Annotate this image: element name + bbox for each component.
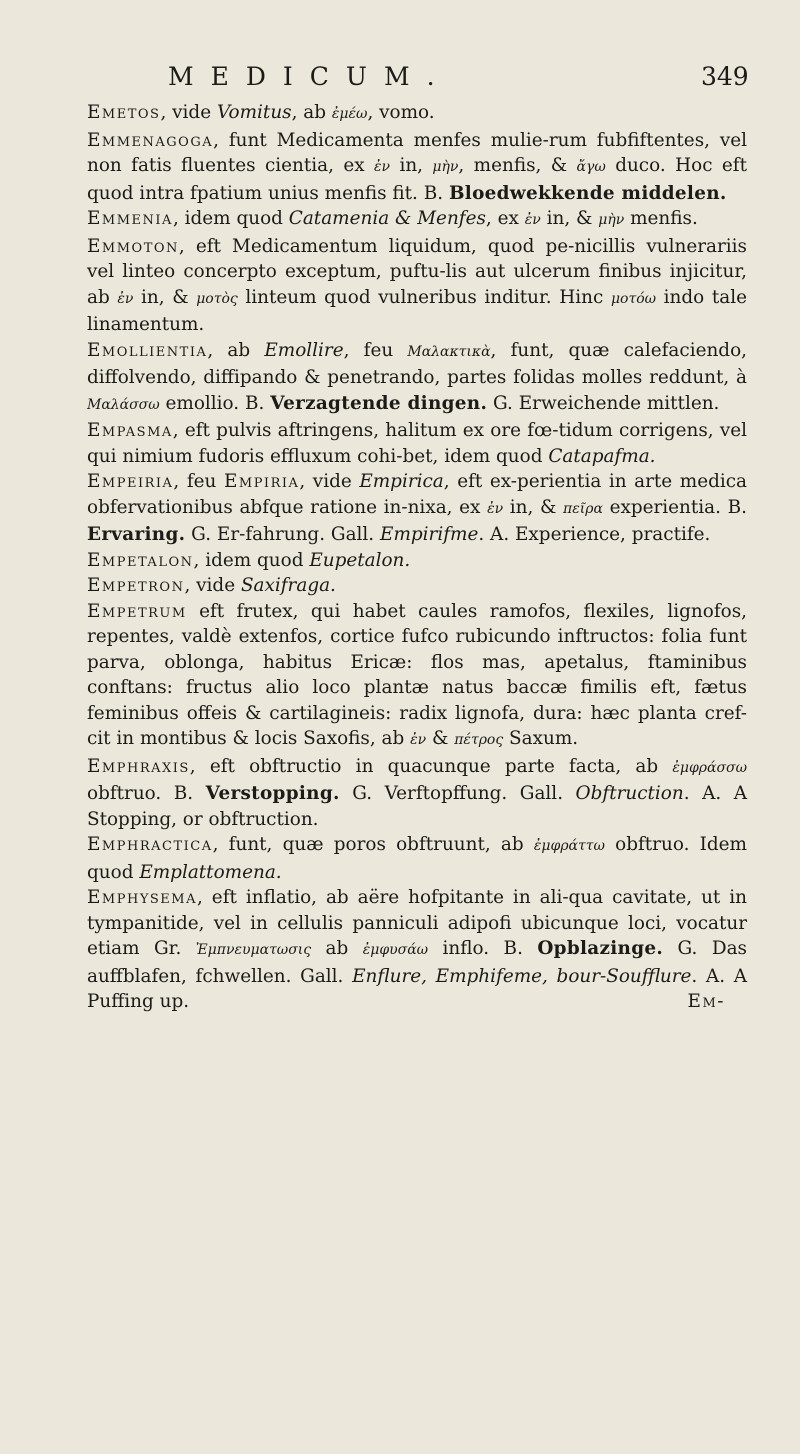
entry-text: , funt Medicamenta menfes mulie-rum fubfiftentes, vel non fatis fluentes cientia, ex xyxy=(87,129,747,176)
entry-text: , eft ex-perientia in arte medica obfervationibus abfque ratione in-nixa, ex xyxy=(87,471,748,518)
greek-term: Μαλάσσω xyxy=(87,396,160,413)
dutch-term: Ervaring. xyxy=(87,524,186,545)
greek-term: ἐμέω xyxy=(331,106,368,122)
entry-headword: Emphraxis xyxy=(87,755,190,777)
greek-term: Μαλακτικὰ xyxy=(407,343,491,360)
italic-term: Emplattomena. xyxy=(139,861,282,883)
dutch-term: Verzagtende dingen. xyxy=(270,392,488,414)
entry-text: duco. Hoc eft quod intra fpatium unius menfis fit. B. xyxy=(87,155,747,204)
entry-text: G. Er-fahrung. Gall. xyxy=(185,524,381,545)
italic-term: Catapafma. xyxy=(548,445,656,467)
greek-term: μοτὸς xyxy=(196,290,238,307)
greek-term: μὴν xyxy=(598,212,625,228)
entry-text: inflo. B. xyxy=(428,938,538,959)
entry-text: G. Erweichende mittlen. xyxy=(487,392,720,414)
entry-text: , eft Medicamentum liquidum, quod pe-nicillis vulnerariis vel linteo concerpto exceptum, puftu-lis aut ulcerum finibus injicitur, ab xyxy=(87,235,747,308)
dictionary-entry xyxy=(87,128,747,207)
entry-text: G. Verftopffung. Gall. xyxy=(339,783,576,804)
entry-text: Saxum. xyxy=(503,728,579,749)
entry-text: & xyxy=(426,728,455,749)
running-head: MEDICUM. xyxy=(168,62,452,91)
entry-text: , feu xyxy=(173,471,224,492)
entry-text: , vomo. xyxy=(367,102,435,123)
dutch-term: Opblazinge. xyxy=(537,938,664,959)
entry-text: , vide xyxy=(160,102,217,123)
italic-term: Obftruction xyxy=(575,783,684,804)
entry-text: , vide xyxy=(299,471,360,492)
entry-text: , funt, quæ calefaciendo, diffolvendo, diffipando & penetrando, partes folidas molles reddunt, à xyxy=(87,339,747,388)
italic-term: Empirica xyxy=(359,471,444,492)
entry-text: experientia. B. xyxy=(602,496,747,518)
entry-text: , feu xyxy=(343,339,408,361)
greek-term: ἐν xyxy=(117,290,134,307)
entry-headword: Empetron xyxy=(87,575,185,596)
entry-headword: Emphractica xyxy=(87,834,213,855)
dictionary-entry xyxy=(87,206,747,234)
entry-text: indo tale linamentum. xyxy=(87,286,747,335)
dutch-term: Bloedwekkende middelen. xyxy=(448,182,727,204)
entry-text: , menfis, & xyxy=(458,155,577,176)
entry-text: . A. A Puffing up. xyxy=(87,965,748,1012)
entry-headword: Empeiria xyxy=(87,471,174,492)
greek-term: μὴν xyxy=(432,159,459,175)
italic-term: Empirifme xyxy=(380,524,479,545)
italic-term: Catamenia & Menfes xyxy=(288,208,486,229)
italic-term: Vomitus xyxy=(216,102,292,123)
entry-text: in, xyxy=(390,155,433,176)
entry-text: . A. A Stopping, or obftruction. xyxy=(87,783,747,830)
entry-text: in, & xyxy=(503,496,564,518)
dutch-term: Verstopping. xyxy=(205,783,340,804)
greek-term: ἐν xyxy=(374,159,391,175)
entry-text: ab xyxy=(311,938,363,959)
headword-variant: Empiria xyxy=(223,471,300,492)
entry-text: , idem quod xyxy=(193,549,310,571)
page-header xyxy=(0,62,800,102)
entry-text: emollio. B. xyxy=(159,392,271,414)
entry-text: , vide xyxy=(184,575,241,596)
entry-headword: Empetrum xyxy=(87,600,187,622)
entry-text: obftruo. Idem quod xyxy=(87,834,747,883)
entry-headword: Emmenia xyxy=(87,208,173,229)
dictionary-entry xyxy=(87,418,747,469)
greek-term: ἐμφυσάω xyxy=(362,942,429,958)
greek-term: πεῖρα xyxy=(563,500,603,517)
entry-headword: Emetos xyxy=(87,102,161,123)
entry-text: obftruo. B. xyxy=(87,783,206,804)
dictionary-entry xyxy=(87,599,747,754)
dictionary-entry xyxy=(87,832,747,885)
dictionary-entry xyxy=(87,100,747,128)
dictionary-entry xyxy=(87,469,747,548)
dictionary-entry xyxy=(87,338,747,419)
entry-text: , eft obftructio in quacunque parte facta, ab xyxy=(189,755,673,777)
greek-term: ἐν xyxy=(524,212,541,228)
entry-headword: Emollientia xyxy=(87,339,208,361)
italic-term: Eupetalon. xyxy=(309,549,411,571)
entry-text: , idem quod xyxy=(172,208,289,229)
italic-term: Emollire xyxy=(264,339,344,361)
entry-text: , ab xyxy=(207,339,265,361)
entry-text: , funt, quæ poros obftruunt, ab xyxy=(212,834,534,855)
dictionary-entry xyxy=(87,573,747,599)
entry-headword: Empasma xyxy=(87,420,173,441)
entry-text: G. Das auffblafen, fchwellen. Gall. xyxy=(87,938,747,987)
dictionary-entry xyxy=(87,754,747,833)
entry-text: . A. Experience, practife. xyxy=(478,524,711,545)
entry-text: linteum quod vulneribus inditur. Hinc xyxy=(237,286,611,308)
entry-text: , eft pulvis aftringens, halitum ex ore fœ-tidum corrigens, vel qui nimium fudoris effluxum cohi-bet, idem quod xyxy=(87,420,747,467)
entry-text: eft frutex, qui habet caules ramofos, flexiles, lignofos, repentes, valdè extenfos, cortice fufco rubicundo inftructos: folia funt parva, oblonga, habitus Ericæ: flos mas, apetalus, ftaminibus conftans: fructus alio loco plantæ natus baccæ fimilis eft, fætus feminibus offeis & cartilagineis: radix lignofa, dura: hæc planta cref-cit in montibus & locis Saxofis, ab xyxy=(87,600,747,749)
entry-text: , ex xyxy=(485,208,525,229)
italic-term: Saxifraga. xyxy=(240,575,336,596)
entry-headword: Emmoton xyxy=(87,235,179,257)
greek-term: ἐμφράσσω xyxy=(672,759,747,776)
entry-headword: Empetalon xyxy=(87,549,194,571)
dictionary-entries xyxy=(87,100,747,1015)
entry-text: , ab xyxy=(291,102,332,123)
entry-text: menfis. xyxy=(624,208,698,229)
catchword: Em- xyxy=(687,991,725,1012)
greek-term: Ἐμπνευματωσις xyxy=(195,942,312,958)
greek-term: ἐν xyxy=(410,732,427,748)
greek-term: ἄγω xyxy=(576,159,606,175)
entry-headword: Emphysema xyxy=(87,887,197,908)
entry-text: , eft inflatio, ab aëre hofpitante in ali-qua cavitate, ut in tympanitide, vel in cellulis panniculi adipofi ubicunque loci, vocatur etiam Gr. xyxy=(87,887,747,959)
dictionary-entry xyxy=(87,234,747,338)
greek-term: ἐμφράττω xyxy=(533,838,605,854)
dictionary-entry xyxy=(87,548,747,574)
italic-term: Enflure, Emphifeme, bour-Soufflure xyxy=(352,965,692,987)
entry-text: in, & xyxy=(540,208,599,229)
greek-term: ἐν xyxy=(487,500,504,517)
entry-text: in, & xyxy=(133,286,197,308)
greek-term: πέτρος xyxy=(454,732,504,748)
entry-headword: Emmenagoga xyxy=(87,129,214,151)
greek-term: μοτόω xyxy=(610,290,657,307)
page-number: 349 xyxy=(701,62,749,91)
